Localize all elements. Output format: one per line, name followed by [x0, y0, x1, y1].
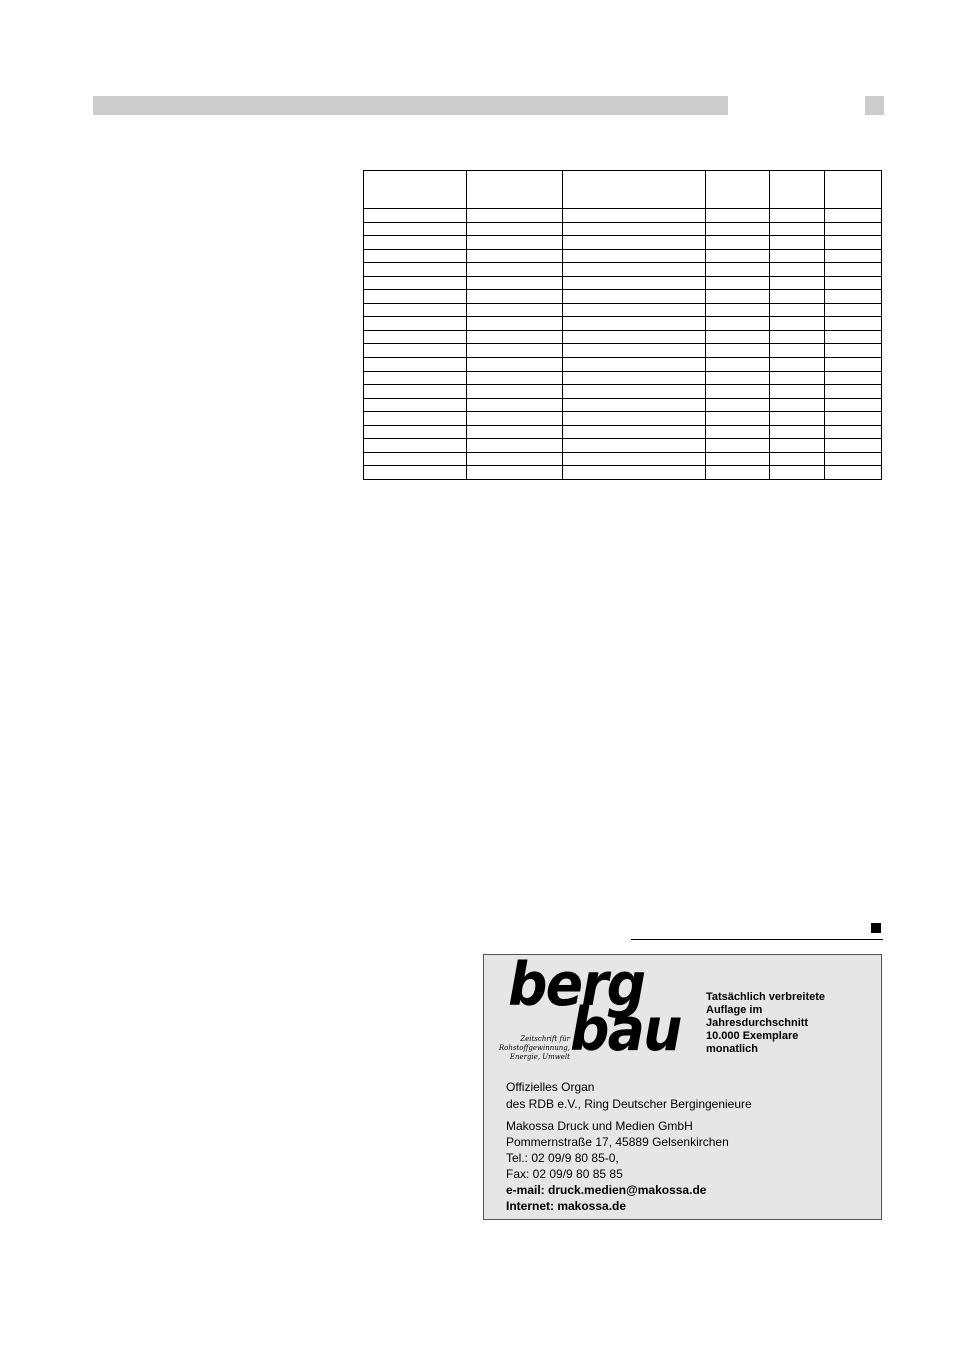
official-organ-note — [506, 1079, 752, 1113]
table-cell — [563, 276, 706, 290]
table-cell — [706, 398, 770, 412]
table-cell — [467, 425, 563, 439]
table-cell — [364, 263, 467, 277]
table-cell — [825, 263, 882, 277]
table-row — [364, 209, 882, 223]
table-cell — [706, 344, 770, 358]
publisher-website: Internet: makossa.de — [506, 1199, 627, 1213]
table-cell — [825, 344, 882, 358]
table-row — [364, 371, 882, 385]
table-cell — [706, 317, 770, 331]
logo-word-berg: berg — [508, 950, 645, 1020]
table-cell — [364, 452, 467, 466]
table-row — [364, 276, 882, 290]
table-cell — [563, 385, 706, 399]
circulation-line: Jahresdurchschnitt — [706, 1017, 809, 1029]
table-cell — [467, 412, 563, 426]
publisher-contact — [506, 1118, 729, 1214]
logo-tagline: Zeitschrift für Rohstoffgewinnung, Energie, Umwelt — [498, 1035, 570, 1061]
table-header-cell — [467, 171, 563, 209]
table-cell — [563, 317, 706, 331]
table-cell — [706, 439, 770, 453]
table-cell — [770, 371, 825, 385]
table-cell — [770, 276, 825, 290]
publisher-fax: Fax: 02 09/9 80 85 85 — [506, 1167, 623, 1181]
table-row — [364, 452, 882, 466]
table-cell — [364, 425, 467, 439]
data-table — [363, 170, 882, 480]
table-cell — [706, 452, 770, 466]
table-cell — [563, 222, 706, 236]
table-cell — [364, 385, 467, 399]
table-header-cell — [706, 171, 770, 209]
table-cell — [467, 222, 563, 236]
section-end-marker — [871, 923, 881, 933]
table-cell — [770, 358, 825, 372]
table-cell — [467, 330, 563, 344]
table-cell — [706, 371, 770, 385]
table-cell — [364, 290, 467, 304]
table-cell — [467, 209, 563, 223]
table-row — [364, 330, 882, 344]
table-row — [364, 249, 882, 263]
table-cell — [706, 263, 770, 277]
table-cell — [364, 344, 467, 358]
table-cell — [770, 412, 825, 426]
table-cell — [770, 290, 825, 304]
table-cell — [364, 303, 467, 317]
table-cell — [563, 209, 706, 223]
table-row — [364, 466, 882, 480]
table-cell — [563, 263, 706, 277]
table-cell — [770, 263, 825, 277]
table-cell — [706, 385, 770, 399]
table-cell — [563, 249, 706, 263]
table-cell — [825, 466, 882, 480]
table-cell — [364, 330, 467, 344]
table-cell — [364, 222, 467, 236]
table-cell — [706, 276, 770, 290]
table-cell — [825, 371, 882, 385]
table-cell — [825, 317, 882, 331]
publisher-address: Pommernstraße 17, 45889 Gelsenkirchen — [506, 1135, 729, 1149]
table-cell — [825, 358, 882, 372]
table-cell — [770, 236, 825, 250]
table-cell — [825, 439, 882, 453]
logo-word-bau: bau — [570, 995, 681, 1065]
table-cell — [825, 276, 882, 290]
table-cell — [706, 209, 770, 223]
table-cell — [825, 452, 882, 466]
table-cell — [825, 222, 882, 236]
table-row — [364, 290, 882, 304]
table-cell — [563, 412, 706, 426]
table-cell — [706, 290, 770, 304]
circulation-line: monatlich — [706, 1043, 758, 1055]
table-cell — [563, 398, 706, 412]
publisher-name: Makossa Druck und Medien GmbH — [506, 1119, 693, 1133]
circulation-line: Tatsächlich verbreitete — [706, 991, 826, 1003]
table-row — [364, 222, 882, 236]
table-cell — [770, 398, 825, 412]
table-cell — [825, 330, 882, 344]
table-cell — [770, 439, 825, 453]
table-cell — [364, 276, 467, 290]
table-cell — [467, 371, 563, 385]
table-cell — [467, 385, 563, 399]
table-cell — [364, 249, 467, 263]
header-page-marker — [865, 96, 884, 115]
table-header-row — [364, 171, 882, 209]
table-cell — [467, 317, 563, 331]
table-cell — [467, 452, 563, 466]
table-cell — [563, 344, 706, 358]
table-cell — [706, 236, 770, 250]
table-cell — [467, 358, 563, 372]
table-cell — [467, 439, 563, 453]
organ-line: Offizielles Organ — [506, 1080, 595, 1094]
table-cell — [364, 371, 467, 385]
table-cell — [364, 412, 467, 426]
bergbau-advertisement — [483, 950, 882, 1220]
table-row — [364, 398, 882, 412]
table-header-cell — [563, 171, 706, 209]
table-cell — [825, 385, 882, 399]
table-cell — [825, 412, 882, 426]
table-header-cell — [364, 171, 467, 209]
table-header-cell — [770, 171, 825, 209]
table-cell — [825, 236, 882, 250]
table-cell — [770, 425, 825, 439]
table-cell — [770, 452, 825, 466]
circulation-line: Auflage im — [706, 1004, 763, 1016]
table-cell — [467, 303, 563, 317]
table-cell — [770, 330, 825, 344]
table-cell — [825, 425, 882, 439]
table-cell — [825, 209, 882, 223]
table-cell — [364, 466, 467, 480]
table-cell — [563, 303, 706, 317]
table-cell — [706, 412, 770, 426]
table-row — [364, 358, 882, 372]
table-cell — [563, 358, 706, 372]
table-cell — [467, 398, 563, 412]
table-cell — [364, 358, 467, 372]
table-cell — [467, 263, 563, 277]
table-cell — [364, 209, 467, 223]
table-row — [364, 317, 882, 331]
table-cell — [770, 303, 825, 317]
table-cell — [467, 249, 563, 263]
table-cell — [770, 209, 825, 223]
publisher-email: e-mail: druck.medien@makossa.de — [506, 1183, 707, 1197]
table-cell — [563, 439, 706, 453]
circulation-note — [706, 991, 876, 1056]
table-cell — [770, 249, 825, 263]
table-cell — [563, 371, 706, 385]
table-row — [364, 236, 882, 250]
table-row — [364, 412, 882, 426]
table-cell — [825, 290, 882, 304]
table-cell — [770, 317, 825, 331]
table-cell — [770, 466, 825, 480]
table-cell — [706, 425, 770, 439]
table-cell — [563, 452, 706, 466]
table-cell — [364, 317, 467, 331]
table-cell — [467, 290, 563, 304]
table-cell — [825, 398, 882, 412]
table-cell — [364, 398, 467, 412]
table-cell — [467, 344, 563, 358]
table-row — [364, 439, 882, 453]
table-cell — [364, 236, 467, 250]
table-cell — [825, 303, 882, 317]
table-cell — [563, 425, 706, 439]
table-row — [364, 344, 882, 358]
table-row — [364, 425, 882, 439]
table-cell — [706, 466, 770, 480]
table-cell — [770, 385, 825, 399]
table-cell — [706, 249, 770, 263]
section-divider — [631, 939, 883, 940]
table-cell — [825, 249, 882, 263]
table-cell — [563, 290, 706, 304]
table-cell — [706, 303, 770, 317]
table-cell — [706, 330, 770, 344]
table-cell — [770, 222, 825, 236]
table-cell — [467, 236, 563, 250]
circulation-line: 10.000 Exemplare — [706, 1030, 799, 1042]
table-cell — [706, 358, 770, 372]
publisher-phone: Tel.: 02 09/9 80 85-0, — [506, 1151, 619, 1165]
table-cell — [467, 466, 563, 480]
table-cell — [563, 466, 706, 480]
table-row — [364, 385, 882, 399]
table-cell — [467, 276, 563, 290]
table-cell — [770, 344, 825, 358]
header-bar — [93, 96, 728, 115]
table-body — [364, 209, 882, 480]
table-header-cell — [825, 171, 882, 209]
table-cell — [706, 222, 770, 236]
table-row — [364, 263, 882, 277]
table-cell — [563, 236, 706, 250]
table-cell — [563, 330, 706, 344]
table-row — [364, 303, 882, 317]
organ-line: des RDB e.V., Ring Deutscher Bergingenieure — [506, 1097, 752, 1111]
table-cell — [364, 439, 467, 453]
empty-data-table — [363, 170, 881, 480]
